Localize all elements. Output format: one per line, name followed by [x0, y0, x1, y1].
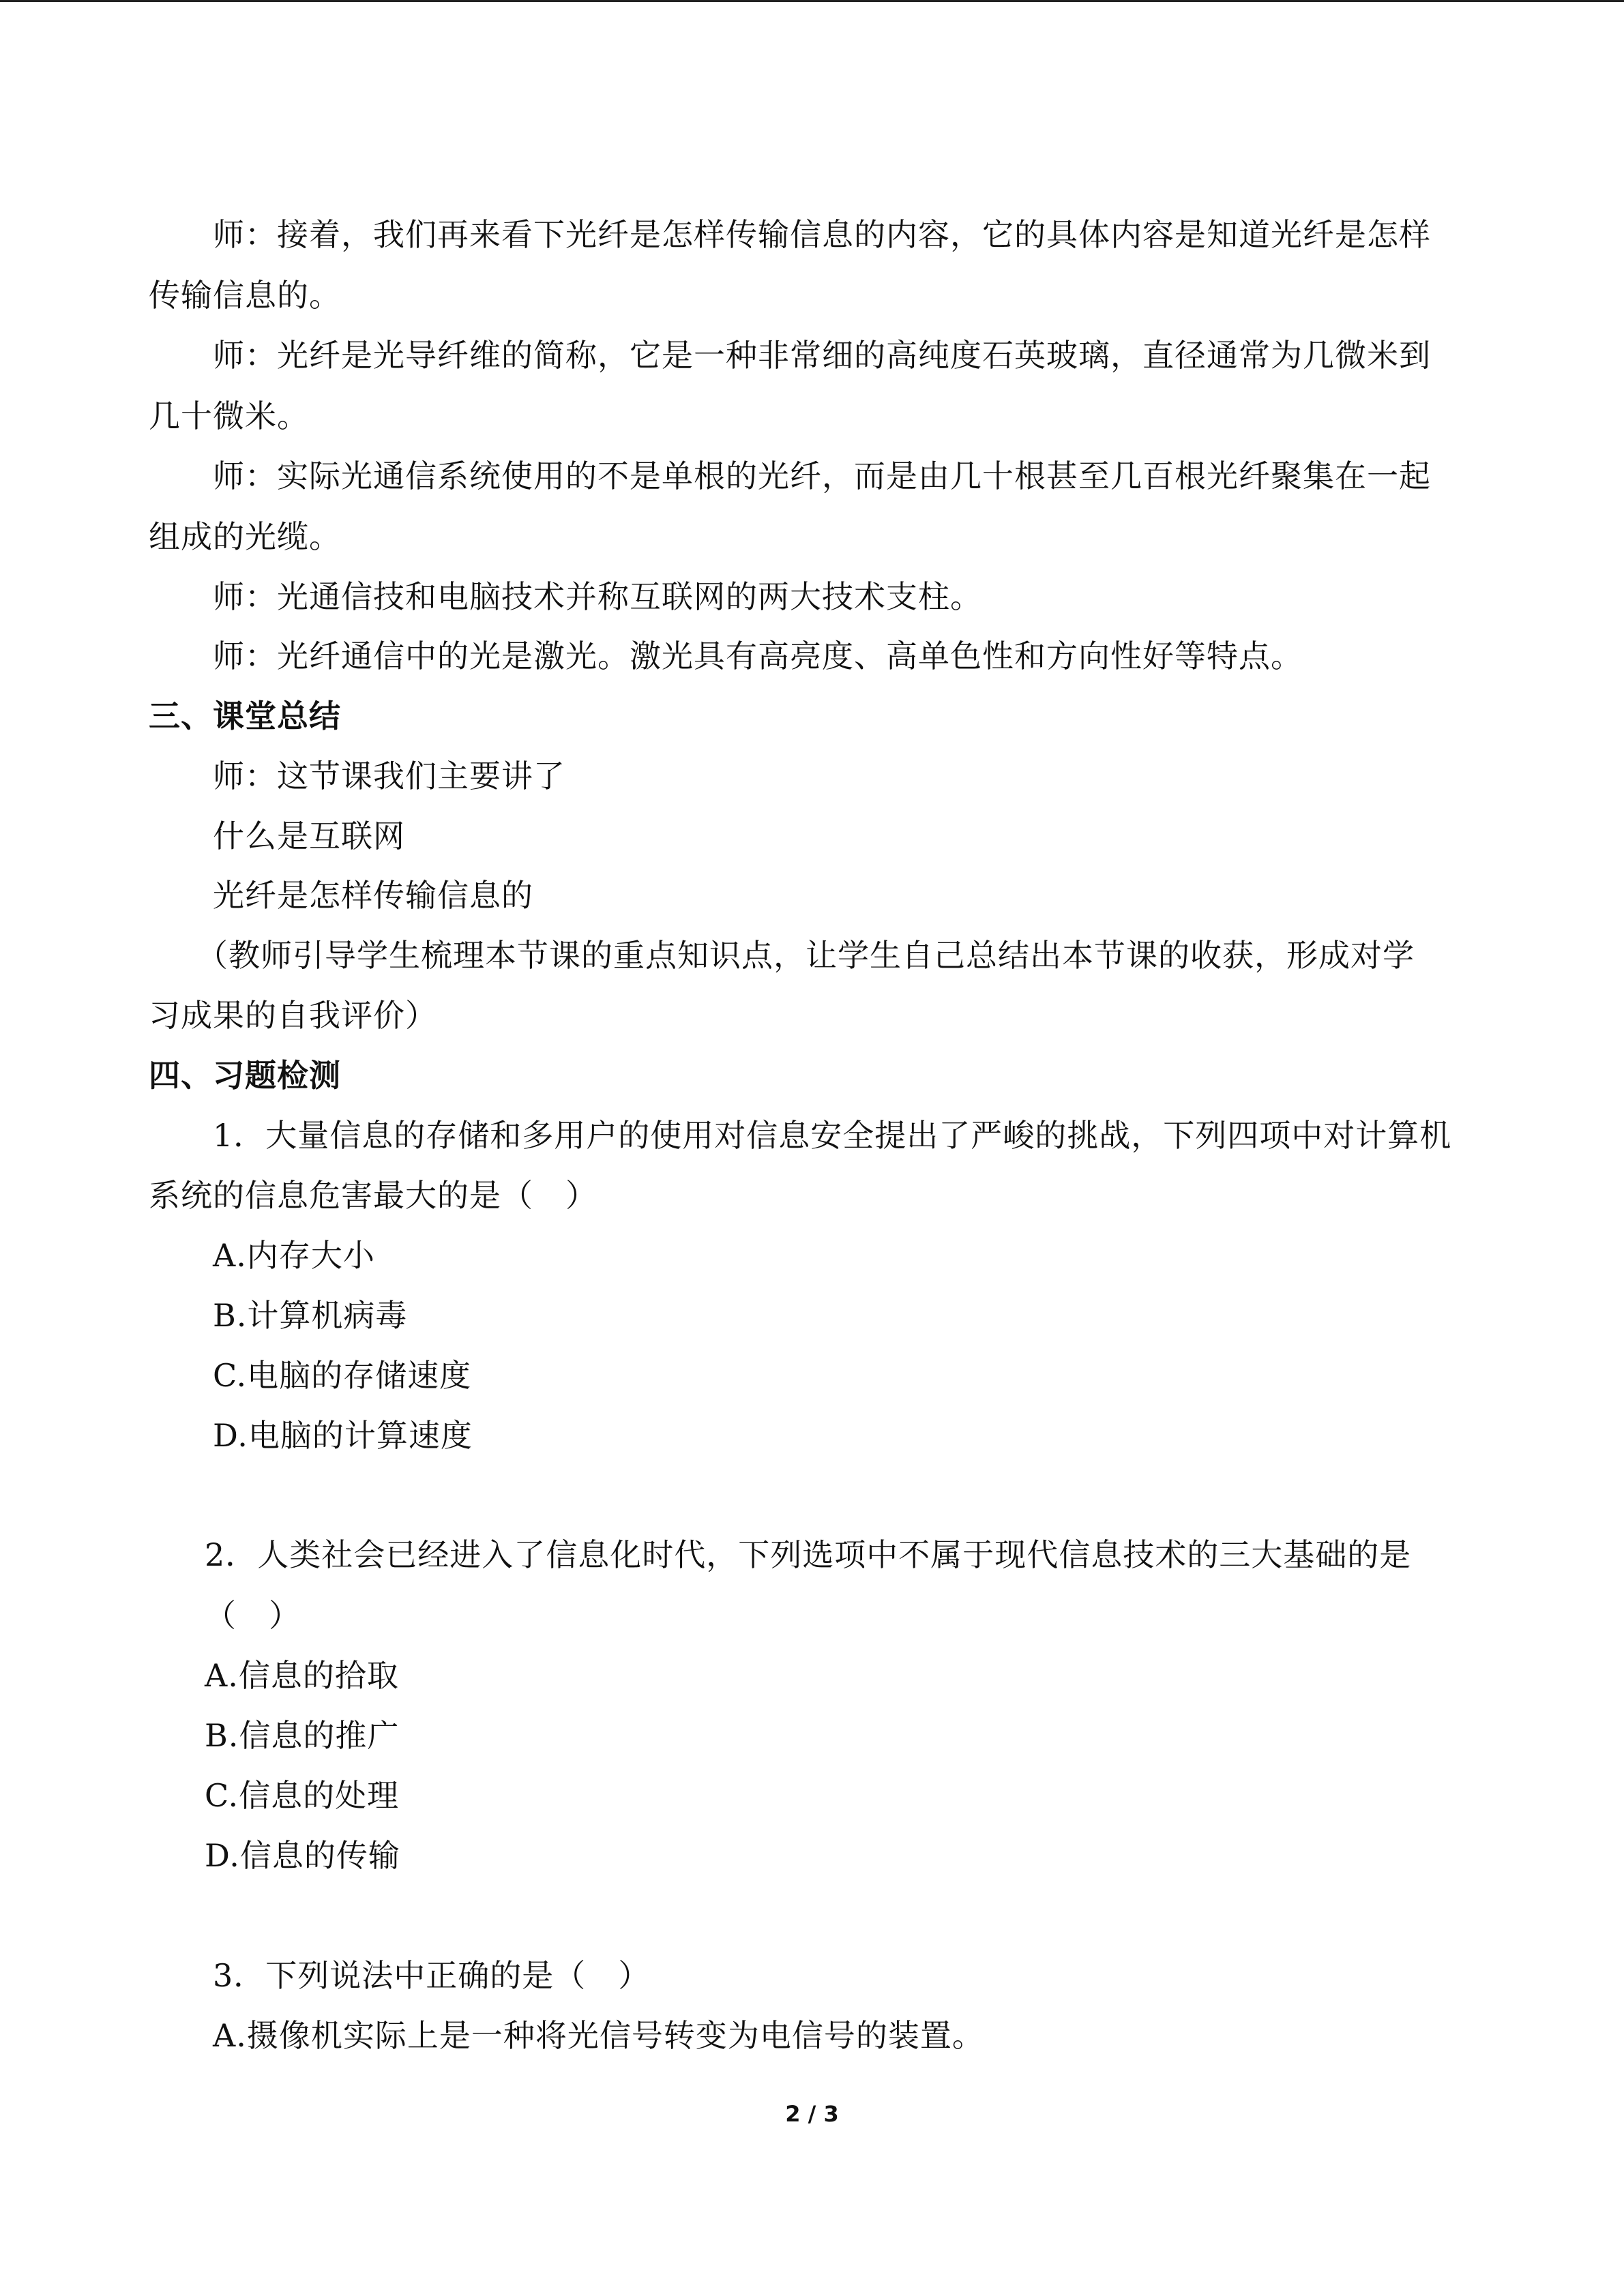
question-stem: 3．下列说法中正确的是（ ） — [213, 1957, 651, 1994]
question-stem: （ ） — [205, 1597, 301, 1634]
answer-option: B.计算机病毒 — [213, 1297, 408, 1334]
answer-option: B.信息的推广 — [205, 1717, 400, 1754]
paragraph-line: 师：光纤通信中的光是激光。激光具有高亮度、高单色性和方向性好等特点。 — [213, 638, 1303, 674]
answer-option: C.电脑的存储速度 — [213, 1357, 472, 1394]
page-number: 2 / 3 — [785, 2101, 839, 2127]
paragraph-line: 师：光通信技和电脑技术并称互联网的两大技术支柱。 — [213, 578, 982, 615]
question-stem: 1．大量信息的存储和多用户的使用对信息安全提出了严峻的挑战，下列四项中对计算机 — [213, 1117, 1452, 1154]
answer-option: D.信息的传输 — [205, 1837, 400, 1874]
teacher-note: （教师引导学生梳理本节课的重点知识点，让学生自己总结出本节课的收获，形成对学 — [196, 937, 1415, 974]
answer-option: A.信息的拾取 — [205, 1657, 399, 1694]
section-heading: 四、习题检测 — [149, 1057, 341, 1094]
teacher-note: 习成果的自我评价） — [149, 997, 437, 1034]
answer-option: A.摄像机实际上是一种将光信号转变为电信号的装置。 — [213, 2017, 984, 2054]
paragraph-line: 传输信息的。 — [149, 277, 341, 314]
section-heading: 三、课堂总结 — [149, 698, 341, 734]
question-stem: 2．人类社会已经进入了信息化时代，下列选项中不属于现代信息技术的三大基础的是 — [205, 1536, 1412, 1573]
paragraph-line: 组成的光缆。 — [149, 518, 341, 555]
summary-line: 什么是互联网 — [213, 818, 405, 854]
summary-line: 师：这节课我们主要讲了 — [213, 758, 565, 794]
answer-option: A.内存大小 — [213, 1237, 375, 1274]
top-border-line — [0, 0, 1624, 2]
answer-option: C.信息的处理 — [205, 1777, 400, 1814]
paragraph-line: 师：实际光通信系统使用的不是单根的光纤，而是由几十根甚至几百根光纤聚集在一起 — [213, 458, 1431, 494]
summary-line: 光纤是怎样传输信息的 — [213, 877, 533, 914]
paragraph-line: 师：接着，我们再来看下光纤是怎样传输信息的内容，它的具体内容是知道光纤是怎样 — [213, 216, 1431, 253]
paragraph-line: 师：光纤是光导纤维的简称，它是一种非常细的高纯度石英玻璃，直径通常为几微米到 — [213, 337, 1431, 374]
answer-option: D.电脑的计算速度 — [213, 1417, 473, 1454]
question-stem: 系统的信息危害最大的是（ ） — [149, 1177, 597, 1214]
paragraph-line: 几十微米。 — [149, 398, 309, 434]
